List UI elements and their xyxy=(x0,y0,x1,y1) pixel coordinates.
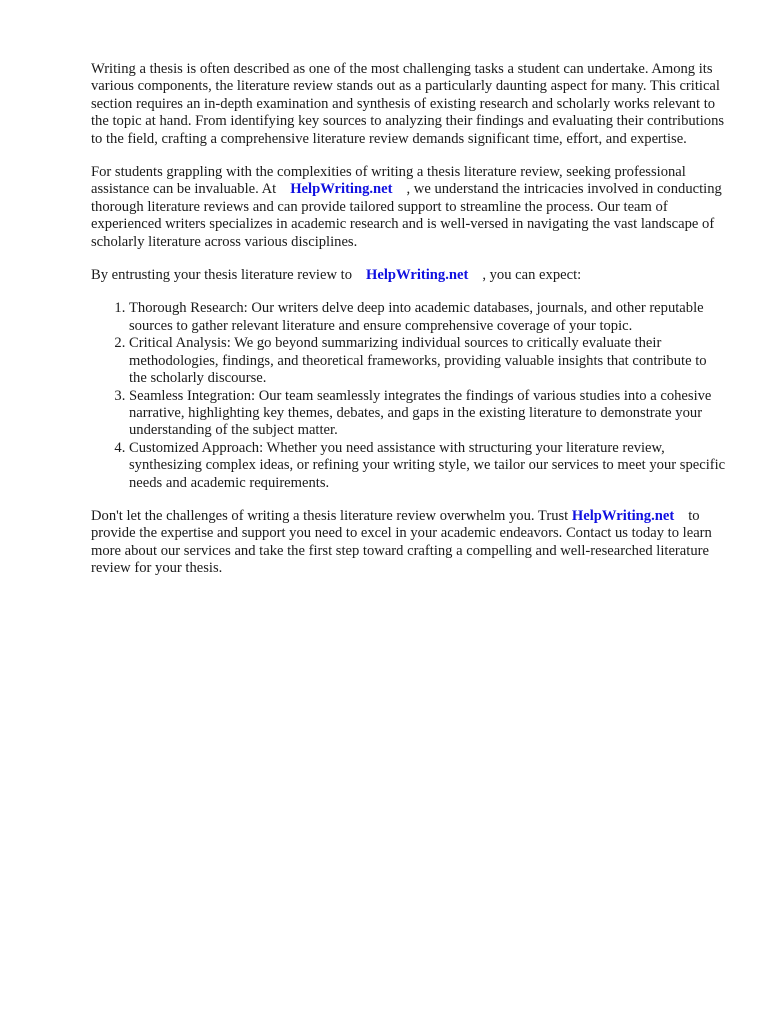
benefits-list xyxy=(91,300,727,491)
list-item: 2. Critical Analysis: We go beyond summarizing individual sources to critically evaluate their methodologies, findings, and theoretical frameworks, providing valuable insights that contribute to the scholarly discourse. xyxy=(129,335,727,387)
closing-paragraph xyxy=(91,508,727,578)
list-item: 4. Customized Approach: Whether you need assistance with structuring your literature review, synthesizing complex ideas, or refining your writing style, we tailor our services to meet your specific needs and academic requirements. xyxy=(129,440,727,492)
list-item: 1. Thorough Research: Our writers delve deep into academic databases, journals, and other reputable sources to gather relevant literature and ensure comprehensive coverage of your topic. xyxy=(129,300,727,335)
assistance-paragraph xyxy=(91,164,727,251)
list-item: 3. Seamless Integration: Our team seamlessly integrates the findings of various studies into a cohesive narrative, highlighting key themes, debates, and gaps in the existing literature to demonstrate your understanding of the subject matter. xyxy=(129,388,727,440)
assistance-text-before: For students grappling with the complexities of writing a thesis literature review, seeking professional assistance can be invaluable. At xyxy=(91,164,686,198)
expectation-paragraph xyxy=(91,267,727,284)
helpwriting-link[interactable]: HelpWriting.net xyxy=(571,507,675,524)
closing-text-before: Don't let the challenges of writing a thesis literature review overwhelm you. Trust xyxy=(91,507,569,524)
helpwriting-link[interactable]: HelpWriting.net xyxy=(366,267,469,284)
document-body xyxy=(91,61,727,594)
closing-text-after: to provide the expertise and support you need to excel in your academic endeavors. Contact us today to learn more about our services and take the first step toward crafting a compelling and well-researched literature review for your thesis. xyxy=(91,507,712,577)
assistance-text-after: , we understand the intricacies involved in conducting thorough literature reviews and can provide tailored support to streamline the process. Our team of experienced writers specializes in academic research and is well-versed in navigating the vast landscape of scholarly literature across various disciplines. xyxy=(91,181,722,250)
helpwriting-link[interactable]: HelpWriting.net xyxy=(290,181,393,198)
intro-paragraph: Writing a thesis is often described as one of the most challenging tasks a student can undertake. Among its various components, the literature review stands out as a particularly daunting aspect for many. This critical section requires an in-depth examination and synthesis of existing research and scholarly works relevant to the topic at hand. From identifying key sources to analyzing their findings and evaluating their contributions to the field, crafting a comprehensive literature review demands significant time, effort, and expertise. xyxy=(91,61,725,147)
expectation-text-after: , you can expect: xyxy=(482,267,582,284)
expectation-text-before: By entrusting your thesis literature review to xyxy=(91,267,353,284)
